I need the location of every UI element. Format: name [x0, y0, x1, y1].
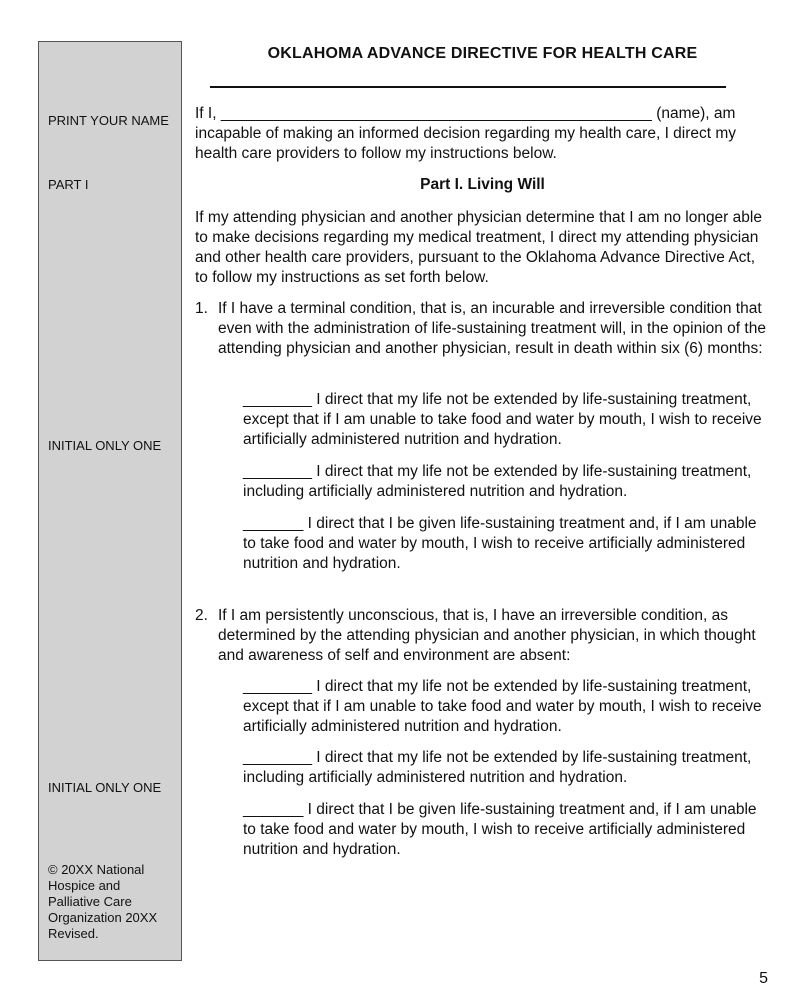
title-divider [210, 86, 726, 88]
initial-option[interactable]: ________ I direct that my life not be extended by life-sustaining treatment, except that if I am unable to take food and water by mouth, I wish to receive artificially administered nutrition and hydration. [243, 678, 762, 735]
item-number: 2. [195, 607, 208, 624]
initial-option[interactable]: _______ I direct that I be given life-sustaining treatment and, if I am unable to take food and water by mouth, I wish to receive artificially administered nutrition and hydration. [243, 801, 757, 858]
sidebar-label-part: PART I [48, 177, 89, 192]
initial-option[interactable]: ________ I direct that my life not be extended by life-sustaining treatment, except that if I am unable to take food and water by mouth, I wish to receive artificially administered nutrition and hydration. [243, 391, 762, 448]
intro-rest: incapable of making an informed decision regarding my health care, I direct my health care providers to follow my instructions below. [195, 125, 737, 162]
part-paragraph: If my attending physician and another physician determine that I am no longer able to make decisions regarding my medical treatment, I direct my attending physician and other health care providers, pursuant to the Oklahoma Advance Directive Act, to follow my instructions as set forth below. [195, 209, 762, 286]
intro-suffix: (name), am [656, 105, 736, 122]
part-heading: Part I. Living Will [420, 176, 545, 193]
item-text: If I have a terminal condition, that is, an incurable and irreversible condition that even with the administration of life-sustaining treatment will, in the opinion of the attending physician and another physician, result in death within six (6) months: [218, 300, 766, 357]
name-field[interactable]: __________________________________________________ [220, 105, 652, 122]
sidebar-label-print-name: PRINT YOUR NAME [48, 113, 169, 128]
initial-option[interactable]: _______ I direct that I be given life-sustaining treatment and, if I am unable to take food and water by mouth, I wish to receive artificially administered nutrition and hydration. [243, 515, 757, 572]
item-number: 1. [195, 300, 208, 317]
intro-prefix: If I, [195, 105, 217, 122]
document-title: OKLAHOMA ADVANCE DIRECTIVE FOR HEALTH CARE [267, 45, 698, 62]
initial-option[interactable]: ________ I direct that my life not be extended by life-sustaining treatment, including artificially administered nutrition and hydration. [243, 749, 752, 786]
initial-option[interactable]: ________ I direct that my life not be extended by life-sustaining treatment, including artificially administered nutrition and hydration. [243, 463, 752, 500]
item-text: If I am persistently unconscious, that is, I have an irreversible condition, as determined by the attending physician and another physician, in which thought and awareness of self and environment are absent: [218, 607, 756, 664]
sidebar-label-initial-two: INITIAL ONLY ONE [48, 780, 162, 795]
copyright-notice: © 20XX National Hospice and Palliative Care Organization 20XX Revised. [48, 862, 158, 941]
page-number: 5 [759, 970, 768, 987]
intro-paragraph [195, 104, 770, 164]
sidebar-label-initial-one: INITIAL ONLY ONE [48, 438, 162, 453]
